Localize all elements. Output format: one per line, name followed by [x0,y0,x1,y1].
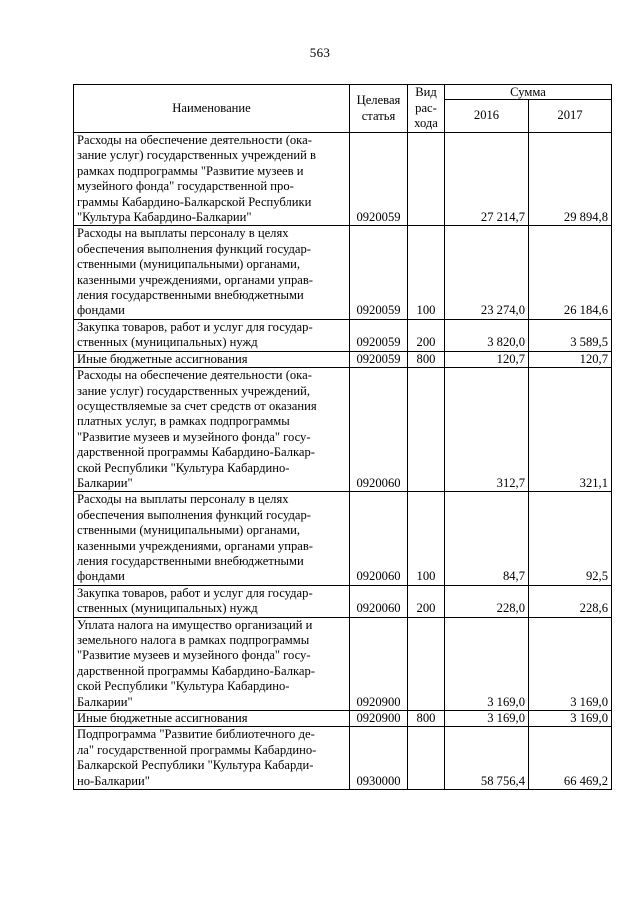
row-expense-type [408,133,445,226]
row-target-code: 0920059 [350,226,408,319]
row-name-line: Балкарии" [77,694,133,709]
row-amount-2017: 3 169,0 [529,711,612,727]
row-name [74,711,350,727]
row-name [74,368,350,492]
table-row [74,711,612,727]
row-amount-2016: 3 169,0 [445,711,529,727]
row-expense-type: 100 [408,226,445,319]
row-target-code: 0920900 [350,711,408,727]
row-name-line: Подпрограмма "Развитие библиотечного де- [77,727,315,742]
row-name-line: ской Республики "Культура Кабардино- [77,679,290,694]
row-name-line: но-Балкарии" [77,773,150,788]
table-row [74,226,612,319]
row-name-line: "Развитие музеев и музейного фонда" госу- [77,648,311,663]
row-amount-2016: 27 214,7 [445,133,529,226]
row-amount-2017: 228,6 [529,585,612,617]
table-row [74,617,612,710]
row-amount-2017: 321,1 [529,368,612,492]
row-name-line: рамках подпрограммы "Развитие музеев и [77,163,304,178]
row-expense-type [408,368,445,492]
budget-table [73,84,612,790]
row-name-line: дарственной программы Кабардино-Балкар- [77,663,316,678]
row-name-line: ления государственными внебюджетными [77,553,304,568]
header-year-2016: 2016 [445,100,529,133]
row-name-line: дарственной программы Кабардино-Балкар- [77,445,316,460]
row-amount-2017: 92,5 [529,492,612,585]
row-amount-2016: 3 820,0 [445,319,529,351]
table-row [74,133,612,226]
row-amount-2016: 3 169,0 [445,617,529,710]
row-name [74,492,350,585]
row-name-line: фондами [77,569,125,584]
row-name-line: Иные бюджетные ассигнования [77,351,248,366]
row-amount-2016: 120,7 [445,351,529,367]
table-row [74,319,612,351]
row-expense-type: 100 [408,492,445,585]
row-target-code: 0920059 [350,133,408,226]
row-name-line: Расходы на обеспечение деятельности (ока- [77,368,312,383]
row-name-line: Балкарской Республики "Культура Кабарди- [77,758,314,773]
row-name-line: ления государственными внебюджетными [77,288,304,303]
row-amount-2017: 66 469,2 [529,727,612,790]
table-row [74,351,612,367]
row-name-line: ла" государственной программы Кабардино- [77,742,317,757]
header-type-line2: рас- [415,100,437,115]
row-name-line: казенными учреждениями, органами управ- [77,538,313,553]
row-name-line: музейного фонда" государственной про- [77,179,294,194]
row-name [74,617,350,710]
table-row [74,727,612,790]
row-target-code: 0920060 [350,368,408,492]
row-target-code: 0920060 [350,585,408,617]
row-name-line: ственных (муниципальных) нужд [77,601,258,616]
row-amount-2017: 3 169,0 [529,617,612,710]
header-type-line3: хода [414,116,438,131]
row-name-line: осуществляемые за счет средств от оказания [77,398,317,413]
row-amount-2017: 120,7 [529,351,612,367]
header-target-article [350,85,408,133]
table-row [74,585,612,617]
row-name-line: граммы Кабардино-Балкарской Республики [77,194,312,209]
row-name-line: земельного налога в рамках подпрограммы [77,633,310,647]
row-name-line: ственных (муниципальных) нужд [77,335,258,350]
row-name [74,226,350,319]
row-name-line: Расходы на выплаты персоналу в целях [77,492,289,507]
row-name [74,585,350,617]
row-name-line: "Развитие музеев и музейного фонда" госу- [77,429,311,444]
row-name-line: казенными учреждениями, органами управ- [77,272,313,287]
row-name [74,727,350,790]
row-name [74,351,350,367]
row-name-line: платных услуг, в рамках подпрограммы [77,414,290,429]
row-name-line: зание услуг) государственных учреждений, [77,383,310,398]
row-target-code: 0920059 [350,351,408,367]
row-amount-2016: 312,7 [445,368,529,492]
row-name-line: Расходы на обеспечение деятельности (ока- [77,133,312,147]
row-name-line: Уплата налога на имущество организаций и [77,617,313,632]
row-amount-2017: 26 184,6 [529,226,612,319]
row-target-code: 0930000 [350,727,408,790]
row-target-code: 0920060 [350,492,408,585]
row-name-line: Балкарии" [77,475,133,490]
row-name-line: "Культура Кабардино-Балкарии" [77,210,252,225]
table-row [74,368,612,492]
page-number: 563 [309,45,331,60]
row-amount-2016: 58 756,4 [445,727,529,790]
row-name-line: ственными (муниципальными) органами, [77,523,301,538]
row-expense-type: 200 [408,319,445,351]
header-name: Наименование [74,85,350,133]
row-amount-2017: 3 589,5 [529,319,612,351]
header-year-2017: 2017 [529,100,612,133]
row-name-line: Иные бюджетные ассигнования [77,711,248,726]
row-expense-type [408,727,445,790]
header-expense-type [408,85,445,133]
row-name-line: обеспечения выполнения функций государ- [77,507,311,522]
row-expense-type [408,617,445,710]
header-type-line1: Вид [415,85,437,100]
header-target-line1: Целевая [356,93,401,108]
row-amount-2017: 29 894,8 [529,133,612,226]
row-name [74,319,350,351]
row-name-line: Закупка товаров, работ и услуг для государ- [77,585,313,600]
row-expense-type: 800 [408,711,445,727]
table-body [74,133,612,790]
row-amount-2016: 228,0 [445,585,529,617]
row-target-code: 0920059 [350,319,408,351]
row-name-line: фондами [77,303,125,318]
row-name-line: ской Республики "Культура Кабардино- [77,460,290,475]
row-name-line: ственными (муниципальными) органами, [77,257,301,272]
row-expense-type: 800 [408,351,445,367]
row-name-line: Расходы на выплаты персоналу в целях [77,226,289,241]
row-expense-type: 200 [408,585,445,617]
row-amount-2016: 84,7 [445,492,529,585]
row-name-line: зание услуг) государственных учреждений в [77,148,316,163]
row-name-line: Закупка товаров, работ и услуг для государ- [77,319,313,334]
row-target-code: 0920900 [350,617,408,710]
header-target-line2: статья [361,108,396,123]
row-amount-2016: 23 274,0 [445,226,529,319]
header-sum: Сумма [445,85,612,100]
table-row [74,492,612,585]
row-name-line: обеспечения выполнения функций государ- [77,241,311,256]
row-name [74,133,350,226]
